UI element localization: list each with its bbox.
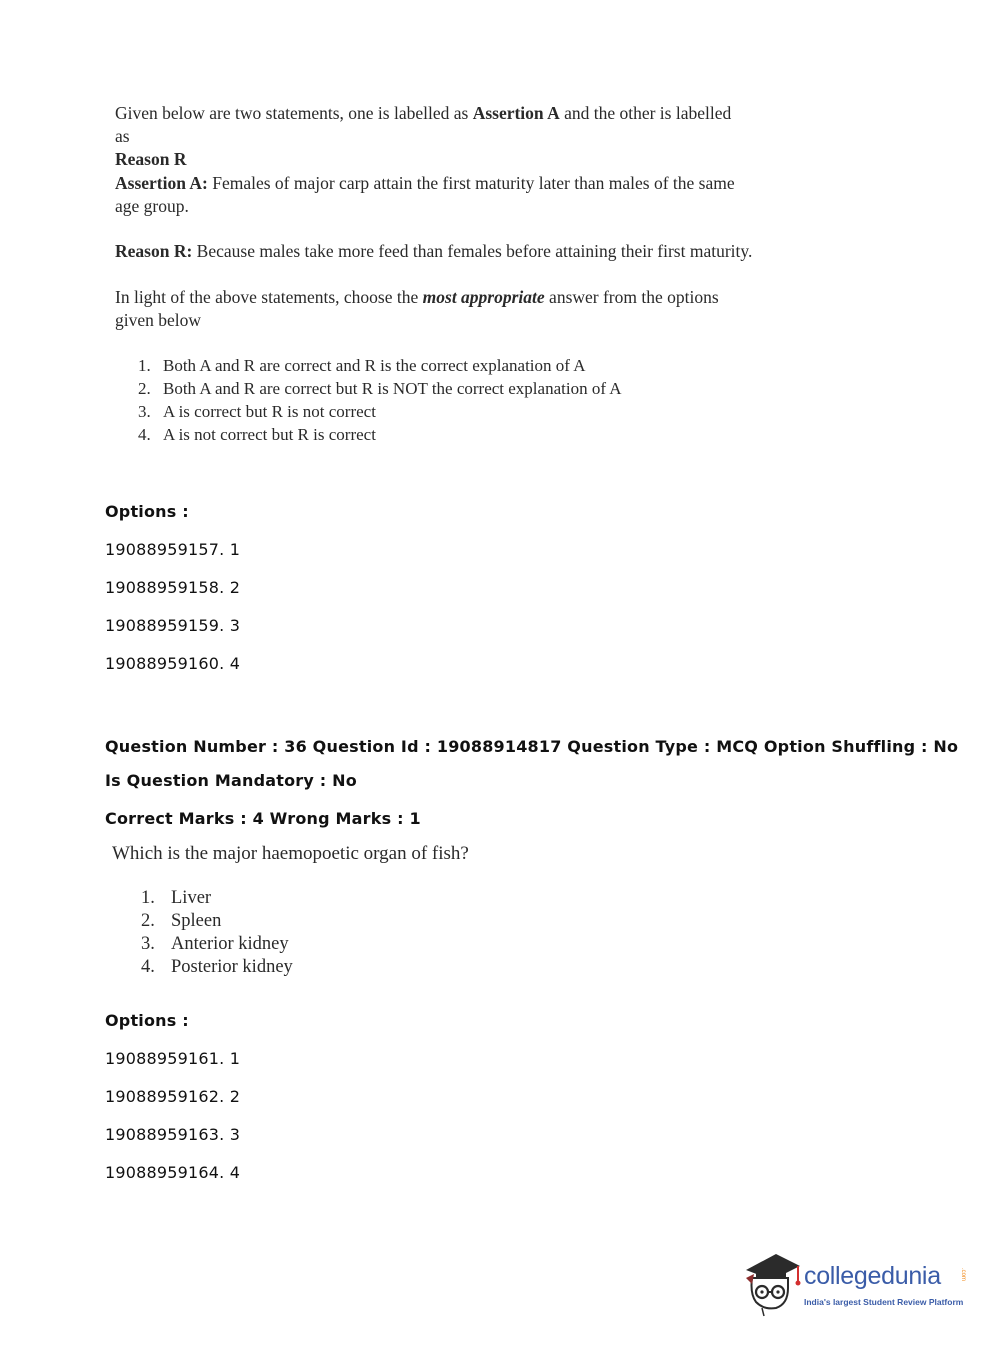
list-item: 4. A is not correct but R is correct <box>138 425 376 444</box>
q2-option-2: 19088959162. 2 <box>105 1087 241 1106</box>
collegedunia-logo <box>742 1248 972 1318</box>
list-item: 3. A is correct but R is not correct <box>138 402 376 421</box>
q2-question-text: Which is the major haemopoetic organ of fish? <box>112 843 469 864</box>
list-item: 4. Posterior kidney <box>141 957 293 977</box>
q1-option-4: 19088959160. 4 <box>105 654 241 673</box>
logo-tagline: India's largest Student Review Platform <box>804 1297 964 1307</box>
q2-mandatory-line: Is Question Mandatory : No <box>105 771 357 790</box>
list-item: 2. Both A and R are correct but R is NOT the correct explanation of A <box>138 379 622 398</box>
q1-option-3: 19088959159. 3 <box>105 616 241 635</box>
q1-assertion: Assertion A: Females of major carp attain the first maturity later than males of the same age group. <box>115 173 735 216</box>
mascot-icon <box>742 1248 802 1318</box>
q1-instruction: In light of the above statements, choose the most appropriate answer from the options given below <box>115 287 719 330</box>
q2-option-1: 19088959161. 1 <box>105 1049 241 1068</box>
list-item: 1. Liver <box>141 888 212 908</box>
q1-options-label: Options : <box>105 502 189 521</box>
q2-choice-list <box>141 887 293 979</box>
q2-option-3: 19088959163. 3 <box>105 1125 241 1144</box>
q1-option-2: 19088959158. 2 <box>105 578 241 597</box>
logo-wordmark: collegedunia <box>804 1262 941 1290</box>
q2-meta-line: Question Number : 36 Question Id : 19088914817 Question Type : MCQ Option Shuffling : No <box>105 737 959 756</box>
q2-option-4: 19088959164. 4 <box>105 1163 241 1182</box>
q2-marks-line: Correct Marks : 4 Wrong Marks : 1 <box>105 809 421 828</box>
list-item: 3. Anterior kidney <box>141 934 289 954</box>
q1-choice-list <box>138 354 622 446</box>
list-item: 2. Spleen <box>141 911 222 931</box>
q1-reason: Reason R: Because males take more feed than females before attaining their first maturity. <box>115 241 753 261</box>
q1-option-1: 19088959157. 1 <box>105 540 241 559</box>
list-item: 1. Both A and R are correct and R is the correct explanation of A <box>138 356 586 375</box>
q2-options-label: Options : <box>105 1011 189 1030</box>
q1-intro: Given below are two statements, one is labelled as Assertion A and the other is labelled as Reason R <box>115 103 732 169</box>
logo-suffix: .com <box>960 1268 966 1282</box>
